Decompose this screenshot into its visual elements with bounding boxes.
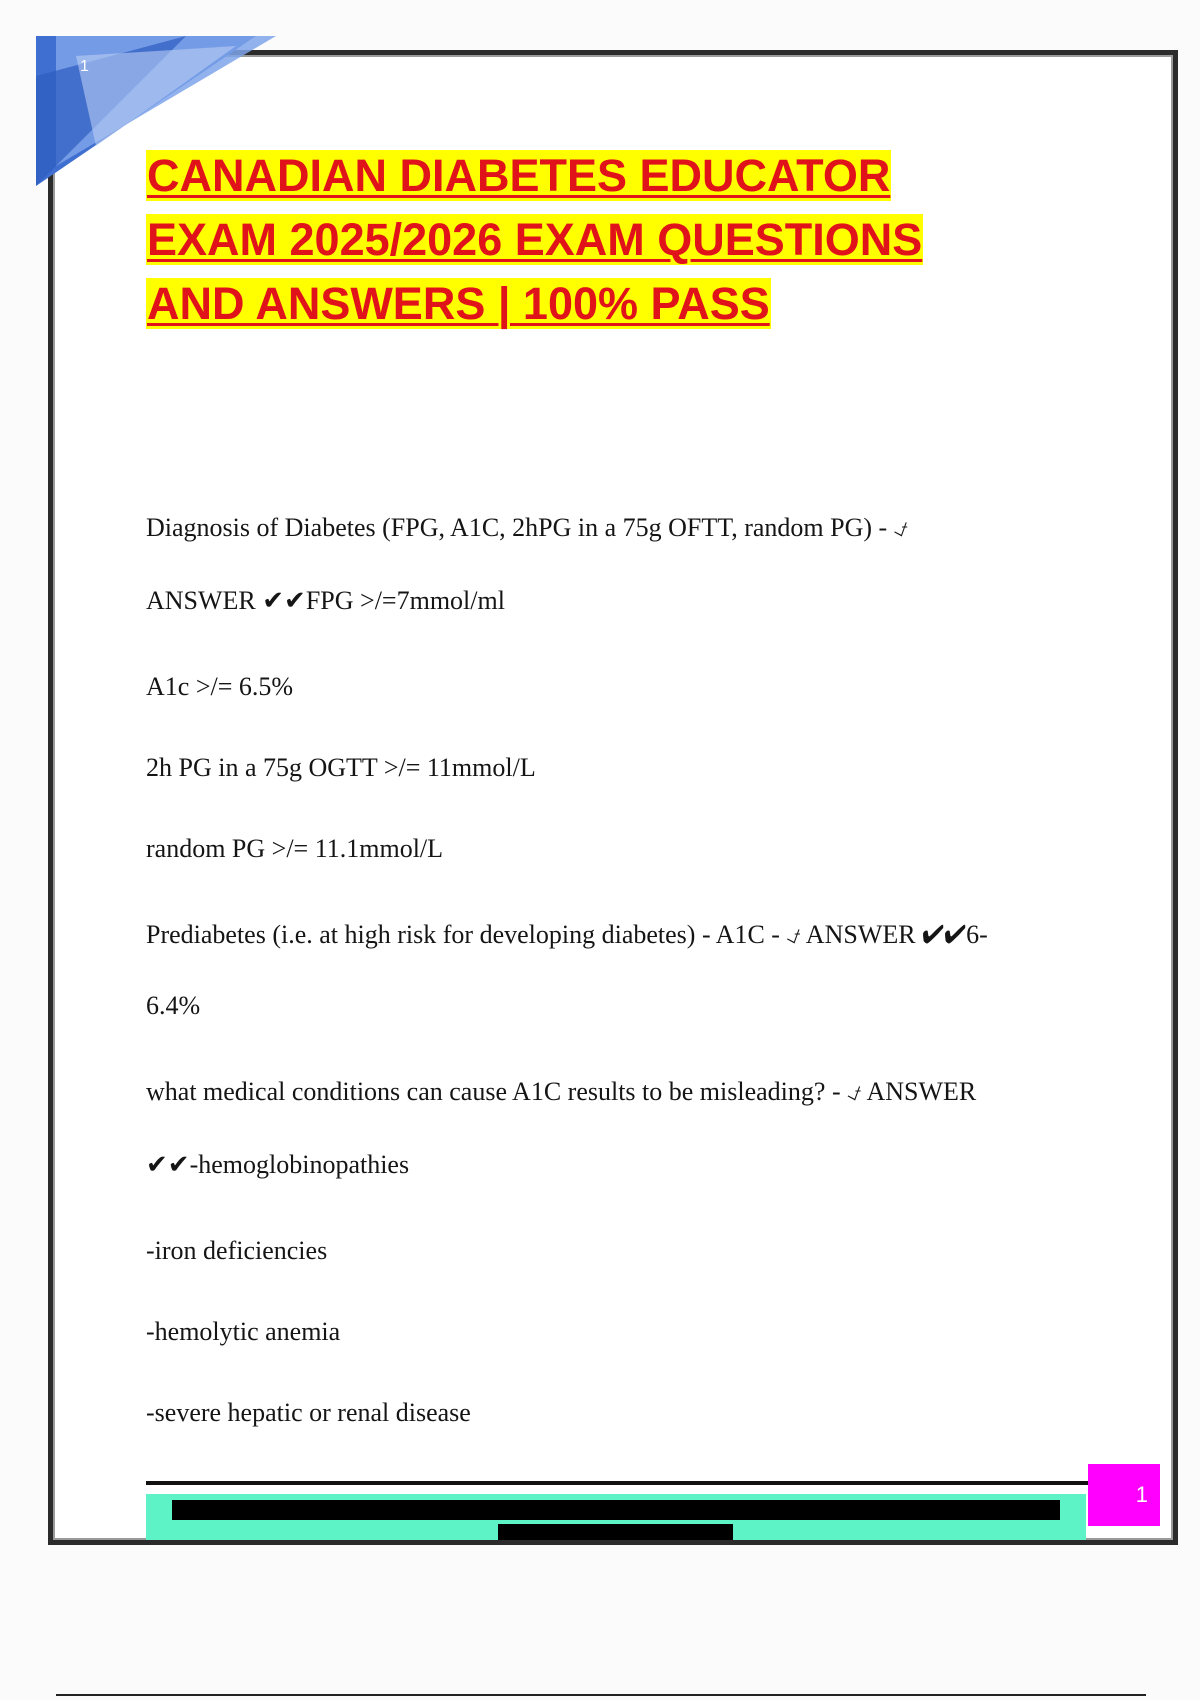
footer-redaction-bar-small	[498, 1524, 733, 1540]
document-title	[146, 144, 1026, 336]
document-body	[146, 512, 1096, 1429]
footer-band	[146, 1494, 1086, 1540]
text-line: Prediabetes (i.e. at high risk for developing diabetes) - A1C - ⍻ ANSWER ✔✔6-	[146, 920, 988, 949]
title-line-1: CANADIAN DIABETES EDUCATOR	[147, 150, 891, 201]
title-line-2: EXAM 2025/2026 EXAM QUESTIONS	[147, 214, 923, 265]
text-line: Diagnosis of Diabetes (FPG, A1C, 2hPG in a 75g OFTT, random PG) - ⍻	[146, 513, 909, 542]
bottom-divider	[56, 1694, 1146, 1696]
text-line: ✔✔-hemoglobinopathies	[146, 1150, 410, 1179]
text-line: 6.4%	[146, 991, 201, 1020]
text-line: -iron deficiencies	[146, 1236, 328, 1265]
text-line: ANSWER ✔✔FPG >/=7mmol/ml	[146, 586, 505, 615]
text-line: 2h PG in a 75g OGTT >/= 11mmol/L	[146, 753, 536, 782]
text-line: random PG >/= 11.1mmol/L	[146, 834, 444, 863]
title-line-3: AND ANSWERS | 100% PASS	[147, 278, 770, 329]
text-line: -severe hepatic or renal disease	[146, 1398, 471, 1427]
page-number-badge: 1	[1088, 1464, 1160, 1526]
text-line: what medical conditions can cause A1C results to be misleading? - ⍻ ANSWER	[146, 1077, 977, 1106]
corner-page-number: 1	[80, 58, 89, 75]
footer-rule	[146, 1481, 1096, 1485]
text-line: A1c >/= 6.5%	[146, 672, 294, 701]
text-line: -hemolytic anemia	[146, 1317, 341, 1346]
footer-redaction-bar	[172, 1500, 1060, 1520]
